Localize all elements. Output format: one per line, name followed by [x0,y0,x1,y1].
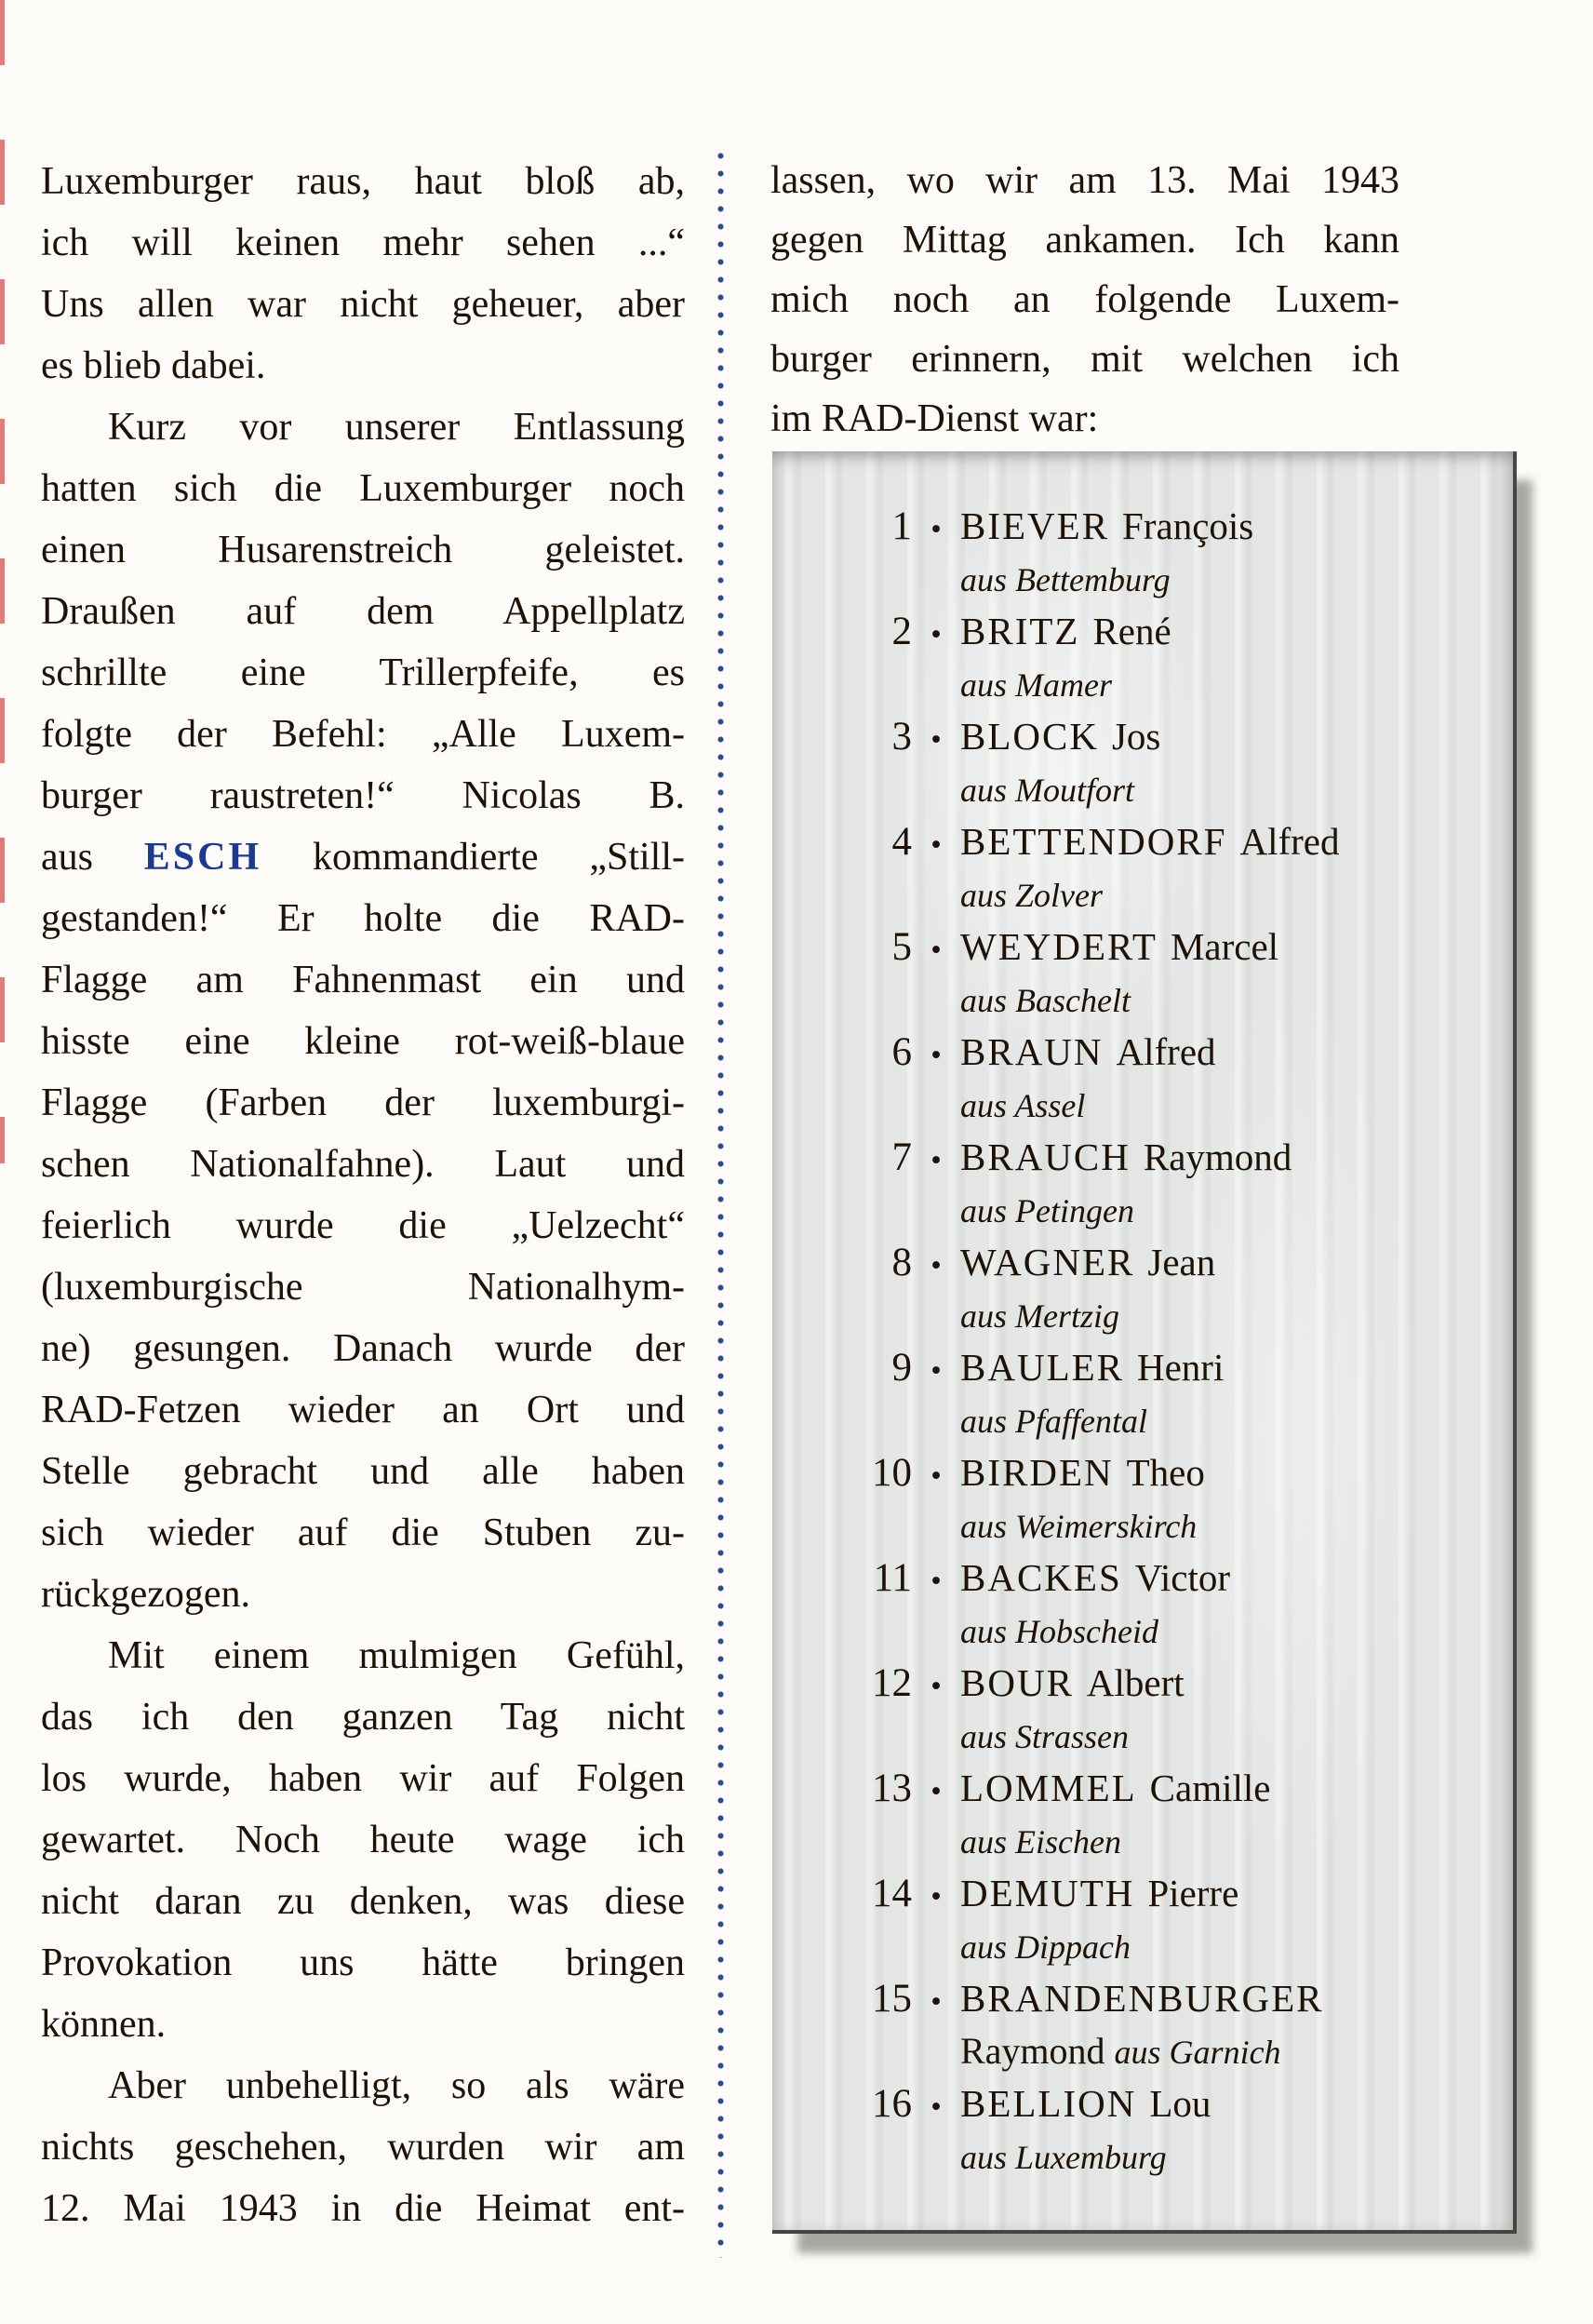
text-line: gegen Mittag ankamen. Ich kann [770,219,1399,262]
list-number: 13 [872,1767,912,1810]
place-name: aus Petingen [960,1192,1134,1229]
list-number: 11 [873,1556,912,1600]
place-name: aus Hobscheid [960,1613,1158,1650]
text-line: schrillte eine Trillerpfeife, es [41,652,685,694]
list-item [772,1970,1513,2075]
text-line: Flagge (Farben der luxemburgi- [41,1081,685,1124]
text-line: schen Nationalfahne). Laut und [41,1143,685,1186]
bullet-icon: • [930,1985,942,2019]
text-line: los wurde, haben wir auf Folgen [41,1757,685,1800]
right-column [770,151,1399,449]
text-line: Draußen auf dem Appellplatz [41,590,685,633]
list-item [772,1444,1513,1550]
list-number: 16 [872,2082,912,2126]
text-line: Mit einem mulmigen Gefühl, [108,1634,685,1677]
given-name: Henri [1137,1346,1225,1389]
bullet-icon: • [930,1565,942,1598]
text-line-with-highlight [41,826,685,888]
given-name: René [1092,610,1171,652]
list-item [772,919,1513,1024]
place-name: aus Moutfort [960,772,1135,809]
list-number: 3 [891,715,912,759]
list-number: 15 [872,1977,912,2021]
names-box [772,451,1517,2234]
list-item [772,1129,1513,1234]
bullet-icon: • [930,1880,942,1914]
text-line: hatten sich die Luxemburger noch [41,467,685,510]
surname: BRITZ [960,610,1080,652]
given-name: Theo [1126,1451,1205,1494]
text-line: sich wieder auf die Stuben zu- [41,1511,685,1554]
list-number: 4 [891,820,912,864]
text-segment: aus [41,836,144,879]
place-name: aus Weimerskirch [960,1508,1198,1545]
place-name: aus Luxemburg [960,2139,1167,2176]
place-name: aus Pfaffental [960,1403,1147,1440]
bullet-icon: • [930,1354,942,1388]
list-item [772,1655,1513,1760]
given-name: Camille [1149,1767,1271,1809]
text-line: im RAD-Dienst war: [770,397,1099,440]
surname: BRANDENBURGER [960,1977,1324,2020]
given-name-second-line: Raymond [960,2030,1115,2072]
list-item [772,708,1513,813]
given-name: Raymond [1143,1135,1292,1178]
list-item [772,813,1513,919]
text-line: ne) gesungen. Danach wurde der [41,1327,685,1370]
given-name: Pierre [1147,1872,1239,1914]
text-line: Luxemburger raus, haut bloß ab, [41,160,685,203]
text-line: gestanden!“ Er holte die RAD- [41,897,685,940]
text-line: einen Husarenstreich geleistet. [41,529,685,571]
surname: BOUR [960,1661,1074,1704]
list-item [772,1760,1513,1865]
bullet-icon: • [930,1039,942,1072]
list-number: 6 [891,1030,912,1074]
text-line: lassen, wo wir am 13. Mai 1943 [770,159,1399,202]
list-item [772,1339,1513,1444]
text-line: mich noch an folgende Luxem- [770,278,1399,321]
text-line: (luxemburgische Nationalhym- [41,1266,685,1309]
surname: BRAUN [960,1030,1104,1073]
text-line: Aber unbehelligt, so als wäre [108,2064,685,2107]
scan-artifact [0,0,5,1163]
bullet-icon: • [930,618,942,652]
given-name: Alfred [1239,820,1340,863]
surname: WAGNER [960,1241,1135,1283]
list-number: 14 [872,1872,912,1915]
left-column [41,151,685,2239]
given-name: Lou [1149,2082,1211,2125]
text-line: Stelle gebracht und alle haben [41,1450,685,1493]
surname: DEMUTH [960,1872,1135,1914]
bullet-icon: • [930,513,942,546]
place-name: aus Eischen [960,1823,1121,1861]
text-line: feierlich wurde die „Uelzecht“ [41,1204,685,1247]
surname: BACKES [960,1556,1122,1599]
place-name: aus Assel [960,1087,1086,1124]
text-line: es blieb dabei. [41,344,266,387]
text-line: hisste eine kleine rot-weiß-blaue [41,1020,685,1063]
surname: BLOCK [960,715,1099,758]
list-number: 10 [872,1451,912,1495]
given-name: Victor [1134,1556,1231,1599]
bullet-icon: • [930,1144,942,1177]
given-name: Jos [1111,715,1161,758]
place-name: aus Dippach [960,1928,1131,1966]
list-item [772,2075,1513,2181]
text-line: burger erinnern, mit welchen ich [770,338,1399,381]
surname: WEYDERT [960,925,1158,968]
list-number: 9 [891,1346,912,1390]
given-name: Alfred [1116,1030,1216,1073]
surname: BIRDEN [960,1451,1114,1494]
list-item [772,1550,1513,1655]
text-line: nicht daran zu denken, was diese [41,1880,685,1923]
bullet-icon: • [930,723,942,757]
text-line: burger raustreten!“ Nicolas B. [41,774,685,817]
surname: LOMMEL [960,1767,1137,1809]
bullet-icon: • [930,934,942,967]
place-name: aus Mamer [960,666,1112,704]
text-line: Flagge am Fahnenmast ein und [41,959,685,1001]
bullet-icon: • [930,1459,942,1493]
bullet-icon: • [930,1775,942,1808]
bullet-icon: • [930,1670,942,1703]
surname: BIEVER [960,504,1110,547]
text-segment: kommandierte „Still- [261,836,685,879]
esch-highlight: ESCH [143,836,262,879]
text-line: das ich den ganzen Tag nicht [41,1696,685,1739]
text-line: ich will keinen mehr sehen ...“ [41,222,685,264]
list-item [772,1024,1513,1129]
text-line: können. [41,2003,167,2046]
list-number: 2 [891,610,912,653]
bullet-icon: • [930,1249,942,1283]
text-line: RAD-Fetzen wieder an Ort und [41,1389,685,1431]
given-name: Marcel [1170,925,1279,968]
list-item [772,1234,1513,1339]
text-line: Uns allen war nicht geheuer, aber [41,283,685,326]
place-name: aus Bettemburg [960,561,1171,598]
place-name: aus Garnich [1114,2034,1281,2071]
column-divider-dots [716,147,725,2258]
list-item [772,498,1513,603]
list-item [772,603,1513,708]
text-line: 12. Mai 1943 in die Heimat ent- [41,2187,685,2230]
place-name: aus Mertzig [960,1297,1119,1335]
place-name: aus Zolver [960,877,1103,914]
given-name: Albert [1086,1661,1185,1704]
bullet-icon: • [930,828,942,862]
list-number: 5 [891,925,912,969]
list-item [772,1865,1513,1970]
text-line: folgte der Befehl: „Alle Luxem- [41,713,685,756]
list-number: 12 [872,1661,912,1705]
text-line: gewartet. Noch heute wage ich [41,1819,685,1861]
surname: BELLION [960,2082,1137,2125]
place-name: aus Strassen [960,1718,1130,1755]
surname: BRAUCH [960,1135,1131,1178]
bullet-icon: • [930,2090,942,2124]
list-number: 8 [891,1241,912,1284]
list-number: 1 [891,504,912,548]
text-line: Provokation uns hätte bringen [41,1941,685,1984]
given-name: François [1122,504,1254,547]
surname: BETTENDORF [960,820,1227,863]
text-line: Kurz vor unserer Entlassung [108,406,685,449]
list-number: 7 [891,1135,912,1179]
text-line: nichts geschehen, wurden wir am [41,2126,685,2169]
surname: BAULER [960,1346,1124,1389]
given-name: Jean [1147,1241,1216,1283]
place-name: aus Baschelt [960,982,1131,1019]
text-line: rückgezogen. [41,1573,251,1616]
